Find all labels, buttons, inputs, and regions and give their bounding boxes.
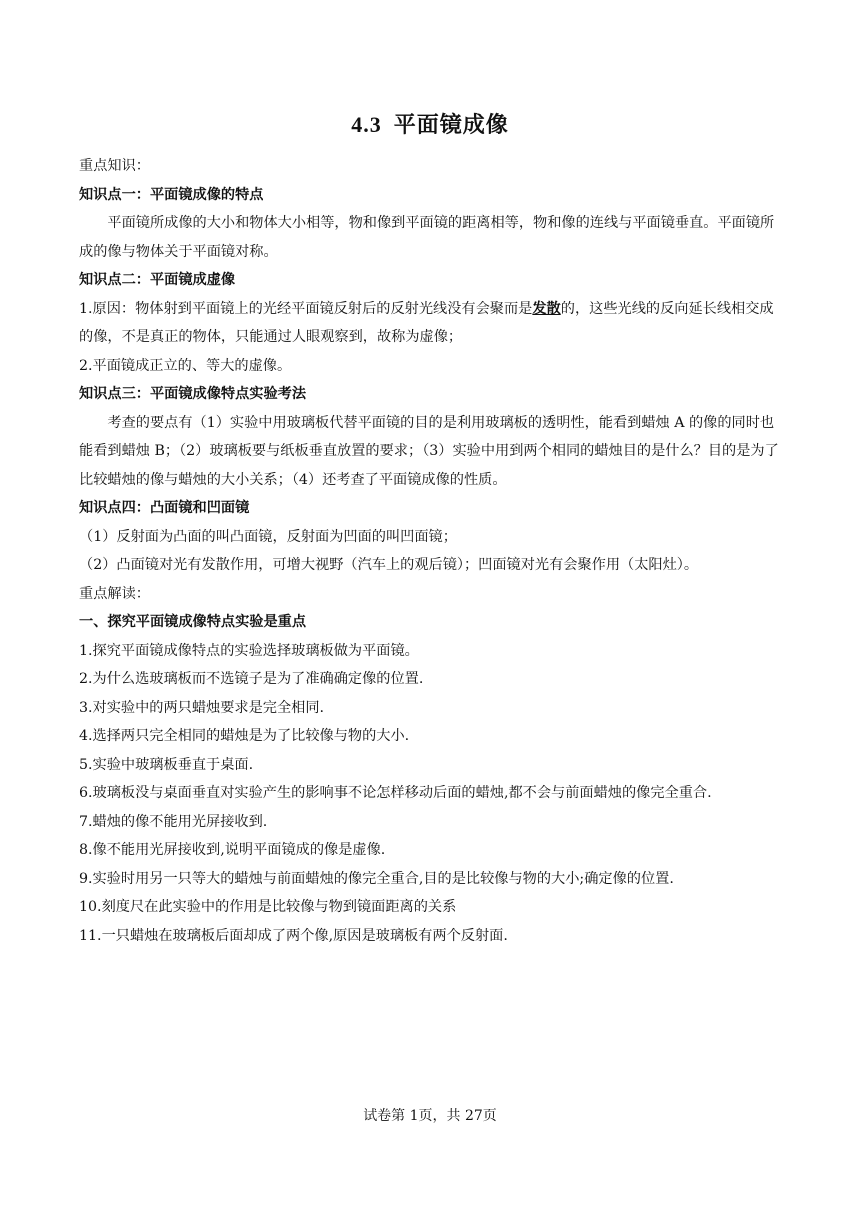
- k2-line2: 2.平面镜成正立的、等大的虚像。: [79, 357, 292, 374]
- k2-heading: 知识点二：平面镜成虚像: [79, 272, 236, 288]
- list-item: 3.对实验中的两只蜡烛要求是完全相同.: [79, 699, 325, 716]
- k3-heading: 知识点三：平面镜成像特点实验考法: [79, 386, 307, 402]
- title-number: 4.3: [351, 112, 382, 137]
- page-footer: 试卷第 1页，共 27页: [363, 1108, 497, 1124]
- k4-heading: 知识点四：凸面镜和凹面镜: [79, 500, 250, 516]
- k2-line1: [79, 295, 785, 352]
- k4-line1: （1）反射面为凸面的叫凸面镜，反射面为凹面的叫凹面镜；: [79, 528, 457, 545]
- k1-heading: 知识点一：平面镜成像的特点: [79, 186, 264, 203]
- k3-body: 考查的要点有（1）实验中用玻璃板代替平面镜的目的是利用玻璃板的透明性，能看到蜡烛 A 的像的同时也能看到蜡烛 B；（2）玻璃板要与纸板垂直放置的要求；（3）实验中用到两个相同的蜡烛目的是什么？目的是为了比较蜡烛的像与蜡烛的大小关系；（4）还考查了平面镜成像的性质。: [79, 414, 779, 488]
- k1-body: 平面镜所成像的大小和物体大小相等，物和像到平面镜的距离相等，物和像的连线与平面镜垂直。平面镜所成的像与物体关于平面镜对称。: [79, 215, 775, 260]
- title-text: 平面镜成像: [393, 112, 509, 138]
- list-item: 6.玻璃板没与桌面垂直对实验产生的影响事不论怎样移动后面的蜡烛,都不会与前面蜡烛的像完全重合.: [79, 785, 712, 801]
- list-item: 1.探究平面镜成像特点的实验选择玻璃板做为平面镜。: [79, 642, 419, 659]
- list-item: 2.为什么选玻璃板而不选镜子是为了准确确定像的位置.: [79, 671, 424, 687]
- list-item: 10.刻度尺在此实验中的作用是比较像与物到镜面距离的关系: [79, 899, 457, 915]
- key-reading-label: 重点解读：: [79, 585, 150, 602]
- k2-emphasis: 发散: [532, 300, 561, 317]
- document-body: [79, 152, 785, 950]
- list-item: 7.蜡烛的像不能用光屏接收到.: [79, 813, 268, 830]
- list-item: 11.一只蜡烛在玻璃板后面却成了两个像,原因是玻璃板有两个反射面.: [79, 927, 508, 944]
- k4-line2: （2）凸面镜对光有发散作用，可增大视野（汽车上的观后镜）；凹面镜对光有会聚作用（太阳灶）。: [79, 557, 699, 573]
- k2-line1-post: 的，这些光线的反向延长线相交成的像，不是真正的物体，只能通过人眼观察到，故称为虚像；: [79, 300, 774, 345]
- r1-heading: 一、探究平面镜成像特点实验是重点: [79, 614, 307, 630]
- list-item: 9.实验时用另一只等大的蜡烛与前面蜡烛的像完全重合,目的是比较像与物的大小;确定像的位置.: [79, 870, 674, 887]
- list-item: 8.像不能用光屏接收到,说明平面镜成的像是虚像.: [79, 842, 386, 858]
- page-title: [0, 108, 860, 139]
- key-knowledge-label: 重点知识：: [79, 158, 150, 174]
- list-item: 4.选择两只完全相同的蜡烛是为了比较像与物的大小.: [79, 728, 410, 744]
- list-item: 5.实验中玻璃板垂直于桌面.: [79, 756, 254, 773]
- k2-line1-pre: 1.原因：物体射到平面镜上的光经平面镜反射后的反射光线没有会聚而是: [79, 300, 533, 317]
